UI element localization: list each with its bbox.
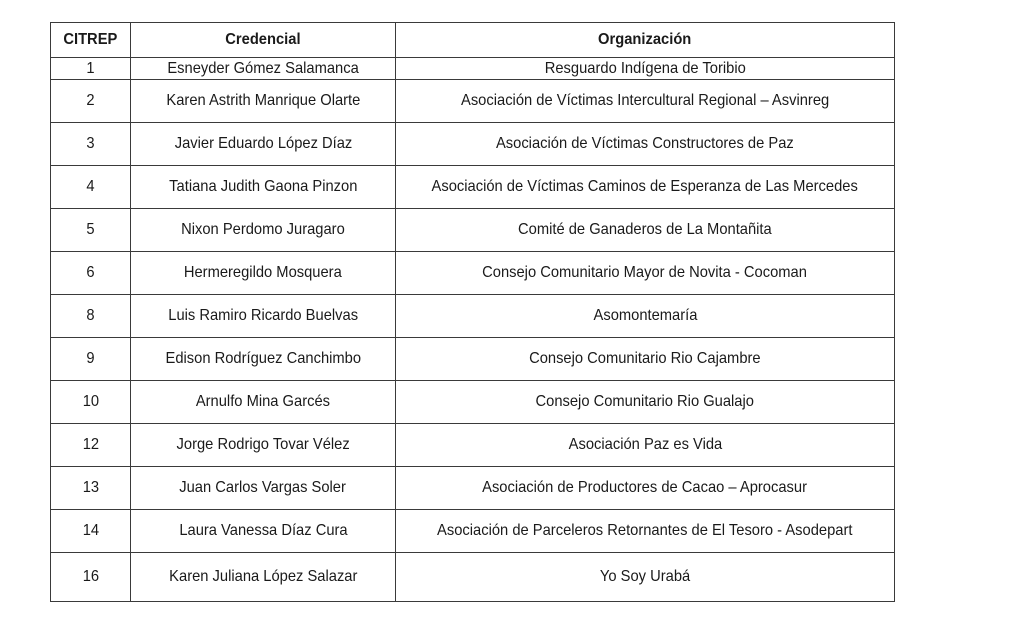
cell-citrep-text: 12 [82, 436, 99, 453]
table-header [51, 23, 895, 58]
cell-organizacion-text: Asomontemaría [593, 307, 697, 324]
cell-organizacion [396, 58, 895, 80]
cell-credencial [131, 123, 396, 166]
table-row [51, 80, 895, 123]
header-organizacion: Organización [396, 23, 895, 58]
cell-credencial [131, 252, 396, 295]
table-row [51, 553, 895, 602]
cell-citrep [51, 252, 131, 295]
table-row [51, 510, 895, 553]
cell-citrep-text: 2 [86, 92, 95, 109]
cell-citrep-text: 9 [86, 350, 95, 367]
cell-citrep-text: 1 [86, 59, 95, 77]
cell-credencial-text: Juan Carlos Vargas Soler [179, 479, 347, 496]
cell-credencial-text: Edison Rodríguez Canchimbo [165, 350, 361, 367]
cell-organizacion-text: Asociación de Víctimas Constructores de Paz [496, 135, 794, 152]
cell-organizacion-text: Consejo Comunitario Rio Gualajo [535, 393, 755, 410]
cell-organizacion-text: Asociación de Víctimas Caminos de Esperanza de Las Mercedes [431, 178, 859, 195]
cell-citrep [51, 123, 131, 166]
cell-credencial [131, 467, 396, 510]
cell-citrep [51, 467, 131, 510]
table-body [51, 58, 895, 602]
header-credencial: Credencial [131, 23, 396, 58]
table-row [51, 424, 895, 467]
table-row [51, 295, 895, 338]
cell-citrep-text: 13 [82, 479, 99, 496]
cell-citrep-text: 4 [86, 178, 95, 195]
cell-citrep-text: 10 [82, 393, 99, 410]
table-row [51, 381, 895, 424]
cell-citrep [51, 424, 131, 467]
cell-credencial-text: Nixon Perdomo Juragaro [181, 221, 345, 238]
cell-organizacion-text: Asociación de Parceleros Retornantes de El Tesoro - Asodepart [437, 522, 853, 539]
cell-citrep [51, 338, 131, 381]
cell-citrep-text: 5 [86, 221, 95, 238]
cell-citrep [51, 553, 131, 602]
table-row [51, 338, 895, 381]
table-row [51, 467, 895, 510]
cell-credencial [131, 338, 396, 381]
cell-organizacion-text: Resguardo Indígena de Toribio [544, 59, 746, 77]
cell-organizacion [396, 424, 895, 467]
cell-credencial [131, 58, 396, 80]
cell-credencial [131, 166, 396, 209]
cell-organizacion [396, 123, 895, 166]
cell-credencial [131, 381, 396, 424]
cell-credencial [131, 553, 396, 602]
cell-organizacion-text: Asociación de Productores de Cacao – Aprocasur [482, 479, 808, 496]
cell-organizacion-text: Asociación de Víctimas Intercultural Regional – Asvinreg [460, 92, 830, 109]
cell-credencial [131, 510, 396, 553]
cell-citrep [51, 381, 131, 424]
cell-organizacion [396, 467, 895, 510]
citrep-table [50, 22, 895, 602]
cell-citrep-text: 14 [82, 522, 99, 539]
cell-credencial [131, 209, 396, 252]
header-citrep: CITREP [51, 23, 131, 58]
cell-credencial-text: Tatiana Judith Gaona Pinzon [168, 178, 358, 195]
cell-credencial-text: Arnulfo Mina Garcés [195, 393, 331, 410]
cell-citrep-text: 6 [86, 264, 95, 281]
cell-citrep [51, 166, 131, 209]
cell-credencial-text: Karen Juliana López Salazar [168, 568, 358, 585]
header-row [51, 23, 895, 58]
cell-organizacion-text: Consejo Comunitario Mayor de Novita - Cocoman [482, 264, 808, 281]
cell-credencial-text: Karen Astrith Manrique Olarte [166, 92, 360, 109]
cell-credencial [131, 295, 396, 338]
cell-credencial [131, 80, 396, 123]
table-row [51, 252, 895, 295]
cell-organizacion [396, 80, 895, 123]
table-row [51, 166, 895, 209]
cell-organizacion [396, 338, 895, 381]
cell-organizacion [396, 381, 895, 424]
cell-credencial-text: Esneyder Gómez Salamanca [167, 59, 359, 77]
cell-citrep [51, 80, 131, 123]
cell-organizacion-text: Comité de Ganaderos de La Montañita [518, 221, 772, 238]
cell-organizacion-text: Yo Soy Urabá [599, 568, 691, 585]
cell-organizacion-text: Consejo Comunitario Rio Cajambre [529, 350, 761, 367]
cell-credencial-text: Laura Vanessa Díaz Cura [178, 522, 348, 539]
table-row [51, 58, 895, 80]
table-row [51, 123, 895, 166]
cell-organizacion [396, 295, 895, 338]
cell-citrep-text: 8 [86, 307, 95, 324]
cell-credencial [131, 424, 396, 467]
cell-organizacion [396, 252, 895, 295]
cell-organizacion-text: Asociación Paz es Vida [568, 436, 722, 453]
cell-citrep-text: 16 [82, 568, 99, 585]
cell-credencial-text: Javier Eduardo López Díaz [174, 135, 352, 152]
cell-citrep [51, 58, 131, 80]
cell-citrep-text: 3 [86, 135, 95, 152]
cell-organizacion [396, 209, 895, 252]
cell-citrep [51, 209, 131, 252]
cell-organizacion [396, 166, 895, 209]
cell-credencial-text: Hermeregildo Mosquera [184, 264, 342, 281]
cell-citrep [51, 510, 131, 553]
cell-citrep [51, 295, 131, 338]
cell-organizacion [396, 510, 895, 553]
cell-credencial-text: Jorge Rodrigo Tovar Vélez [176, 436, 350, 453]
cell-organizacion [396, 553, 895, 602]
table-row [51, 209, 895, 252]
cell-credencial-text: Luis Ramiro Ricardo Buelvas [168, 307, 358, 324]
